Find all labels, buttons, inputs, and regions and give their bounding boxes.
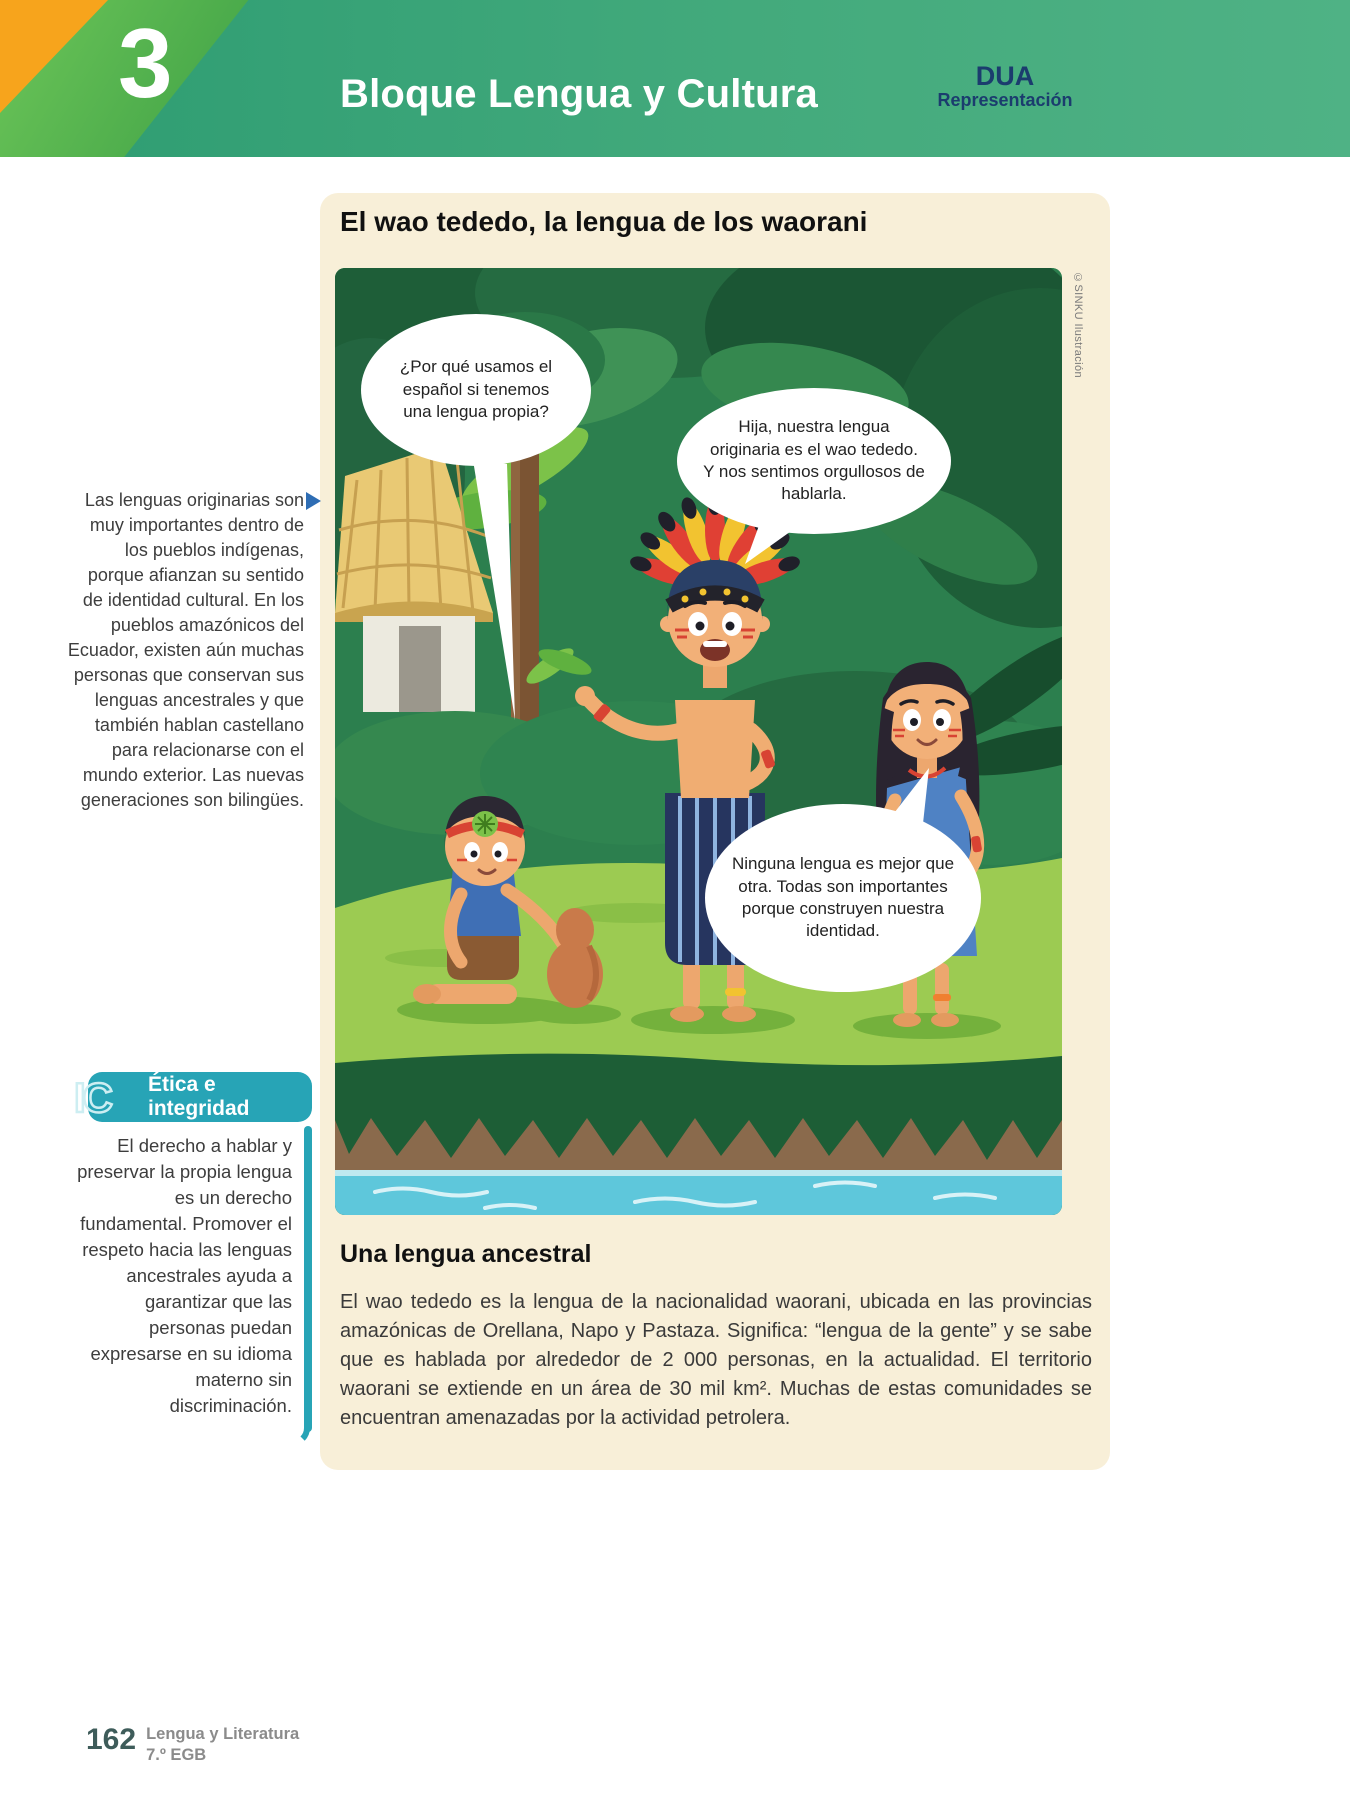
river-bank <box>335 1054 1062 1182</box>
footer-grade: 7.º EGB <box>146 1745 207 1764</box>
speech-bubble-father: Hija, nuestra lengua originaria es el wao tededo. Y nos sentimos orgullosos de hablarla. <box>677 388 951 534</box>
dua-tag <box>920 62 1090 111</box>
dua-sublabel: Representación <box>937 90 1073 111</box>
pointer-arrow-icon <box>306 492 321 510</box>
footer-meta <box>146 1724 299 1765</box>
waorani-illustration <box>335 268 1062 1215</box>
ethics-badge <box>88 1072 312 1122</box>
footer-subject: Lengua y Literatura <box>146 1725 300 1743</box>
unit-number: 3 <box>118 8 173 118</box>
body-paragraph: El wao tededo es la lengua de la nacionalidad waorani, ubicada en las provincias amazónicas de Orellana, Napo y Pastaza. Significa: “lengua de la gente” y se sabe que es hablada por alrededor de 2 000 personas, en la actualidad. El territorio waorani se extiende en un área de 30 mil km². Muchas de estas comunidades se encuentran amenazadas por la actividad petrolera. <box>340 1291 1092 1429</box>
dua-label: DUA <box>975 61 1035 91</box>
subsection-title: Una lengua ancestral <box>340 1240 592 1268</box>
page-footer <box>86 1724 299 1765</box>
header-band <box>0 0 1350 157</box>
sidebar-intro-text: Las lenguas originarias son muy importantes dentro de los pueblos indígenas, porque afianzan su sentido de identidad cultural. En los pueblos amazónicos del Ecuador, existen aún muchas personas que conservan sus lenguas ancestrales y que también hablan castellano para relacionarse con el mundo exterior. Las nuevas generaciones son bilingües. <box>67 490 304 810</box>
ethics-vertical-bar <box>304 1126 312 1432</box>
ethics-text: El derecho a hablar y preservar la propia lengua es un derecho fundamental. Promover el respeto hacia las lenguas ancestrales ayuda a garantizar que las personas puedan expresarse en su idioma materno sin discriminación. <box>77 1135 292 1416</box>
speech-bubble-daughter: ¿Por qué usamos el español si tenemos una lengua propia? <box>361 314 591 466</box>
section-title: El wao tededo, la lengua de los waorani <box>340 206 868 237</box>
page-number: 162 <box>86 1723 137 1756</box>
ethics-bar-tail <box>288 1424 310 1446</box>
speech-bubble-girl: Ninguna lengua es mejor que otra. Todas son importantes porque construyen nuestra identidad. <box>705 804 981 992</box>
ic-logo: IC <box>74 1074 110 1121</box>
block-title: Bloque Lengua y Cultura <box>340 72 818 116</box>
river-water <box>335 1170 1062 1215</box>
illustration-credit: ©SINKU Ilustración <box>1072 272 1084 379</box>
ethics-badge-label: Ética e integridad <box>148 1073 250 1120</box>
